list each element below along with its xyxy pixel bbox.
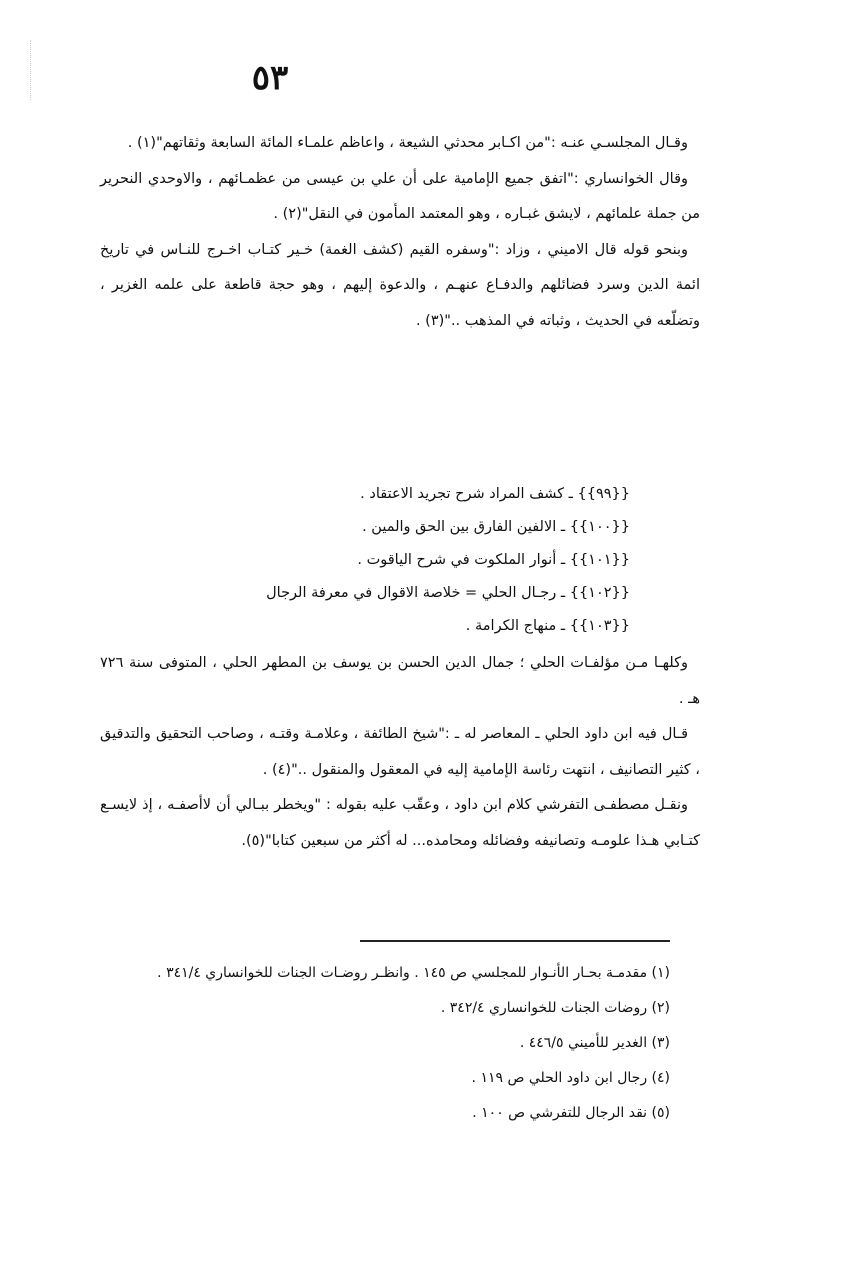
paragraph-majlisi-quote: وقـال المجلسـي عنـه :"من اكـابر محدثي الشيعة ، واعاظم علمـاء المائة السابعة وثقاتهم"(١) . <box>127 135 688 151</box>
footnote-1: (١) مقدمـة بحـار الأنـوار للمجلسي ص ١٤٥ . وانظـر روضـات الجنات للخوانساري ٣٤١/٤ . <box>157 965 670 981</box>
footnote-2: (٢) روضات الجنات للخوانساري ٣٤٢/٤ . <box>440 1000 670 1016</box>
paragraph-tafrishi-quote: ونقـل مصطفـى التفرشي كلام ابن داود ، وعقّب عليه بقوله : "ويخطر ببـالي أن لاأصفـه ، إذ لايسـع كتـابي هـذا علومـه وتصانيفه وفضائله ومحامده... له أكثر من سبعين كتابا"(٥). <box>100 797 700 849</box>
paragraph-amini-quote: وبنحو قوله قال الاميني ، وزاد :"وسفره القيم (كشف الغمة) خـير كتـاب اخـرج للنـاس في تاريخ ائمة الدين وسرد فضائلهم والدفـاع عنهـم ، والدعوة إليهم ، وهو حجة قاطعة على علمه الغزير ، وتضلّعه في الحديث ، وثباته في المذهب .."(٣) . <box>100 241 700 329</box>
footnotes <box>100 956 670 1131</box>
scan-edge-mark <box>30 40 39 100</box>
footnote-divider <box>360 940 670 942</box>
list-item: {{١٠٢}} ـ رجـال الحلي = خلاصة الاقوال في معرفة الرجال <box>266 585 630 601</box>
works-list <box>100 478 630 643</box>
footnote-3: (٣) الغدير للأميني ٤٤٦/٥ . <box>519 1035 670 1051</box>
list-item: {{١٠٣}} ـ منهاج الكرامة . <box>465 618 630 634</box>
paragraph-khwansari-quote: وقال الخوانساري :"اتفق جميع الإمامية على أن علي بن عيسى من عظمـائهم ، والاوحدي النحرير من جملة علمائهم ، لايشق غبـاره ، وهو المعتمد المأمون في النقل"(٢) . <box>100 170 700 222</box>
page-number: ٥٣ <box>251 58 289 98</box>
footnote-5: (٥) نقد الرجال للتفرشي ص ١٠٠ . <box>472 1105 670 1121</box>
paragraph-hilli-works: وكلهـا مـن مؤلفـات الحلي ؛ جمال الدين الحسن بن يوسف بن المطهر الحلي ، المتوفى سنة ٧٢٦ هـ . <box>100 655 700 707</box>
list-item: {{٩٩}} ـ كشف المراد شرح تجريد الاعتقاد . <box>360 486 630 502</box>
body-text-top <box>100 126 700 339</box>
paragraph-ibn-dawud-quote: قـال فيه ابن داود الحلي ـ المعاصر له ـ :"شيخ الطائفة ، وعلامـة وقتـه ، وصاحب التحقيق والتدقيق ، كثير التصانيف ، انتهت رئاسة الإمامية إليه في المعقول والمنقول .."(٤) . <box>100 726 700 778</box>
list-item: {{١٠٠}} ـ الالفين الفارق بين الحق والمين . <box>362 519 630 535</box>
footnote-4: (٤) رجال ابن داود الحلي ص ١١٩ . <box>471 1070 670 1086</box>
list-item: {{١٠١}} ـ أنوار الملكوت في شرح الياقوت . <box>357 552 630 568</box>
body-text-bottom <box>100 646 700 859</box>
